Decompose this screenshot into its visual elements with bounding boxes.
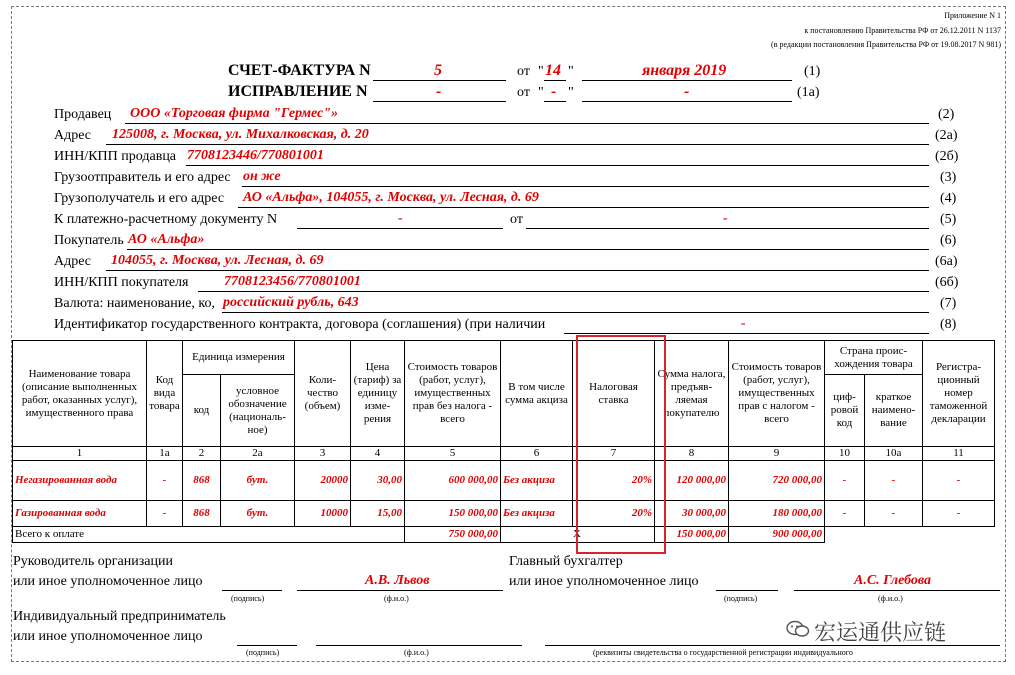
buyer-address-value: 104055, г. Москва, ул. Лесная, д. 69 bbox=[111, 253, 324, 268]
correction-code: (1а) bbox=[797, 85, 820, 100]
seller-inn-label: ИНН/КПП продавца bbox=[54, 149, 177, 164]
wechat-icon bbox=[786, 620, 810, 638]
row-country-code: - bbox=[825, 461, 865, 501]
accountant-sign-caption: (подпись) bbox=[724, 594, 758, 603]
head-line1: Руководитель организации bbox=[13, 554, 173, 569]
from-label: от bbox=[517, 64, 530, 79]
col-number: 5 bbox=[405, 447, 501, 461]
row-unit-code: 868 bbox=[183, 501, 221, 527]
accountant-line1: Главный бухгалтер bbox=[509, 554, 623, 569]
th-country-code: циф-ровой код bbox=[825, 375, 865, 447]
row-cost-with-tax: 180 000,00 bbox=[729, 501, 825, 527]
accountant-line2: или иное уполномоченное лицо bbox=[509, 574, 699, 589]
th-country-name: краткое наимено-вание bbox=[865, 375, 923, 447]
row-kind: - bbox=[147, 501, 183, 527]
col-number: 1 bbox=[13, 447, 147, 461]
payment-doc-value: - bbox=[398, 211, 403, 226]
row-country-name: - bbox=[865, 501, 923, 527]
total-row bbox=[13, 527, 995, 543]
head-sign-caption: (подпись) bbox=[231, 594, 265, 603]
seller-address-label: Адрес bbox=[54, 128, 92, 143]
watermark-text: 宏运通供应链 bbox=[814, 621, 947, 646]
buyer-address-code: (6а) bbox=[935, 254, 958, 269]
payment-doc-date: - bbox=[723, 211, 728, 226]
appendix-line2: к постановлению Правительства РФ от 26.12.2011 N 1137 bbox=[804, 26, 1001, 35]
th-cost-with-tax: Стоимость товаров (работ, услуг), имущественных прав с налогом - всего bbox=[729, 341, 825, 447]
row-tax-rate: 20% bbox=[573, 501, 655, 527]
row-unit-name: бут. bbox=[221, 501, 295, 527]
contract-id-code: (8) bbox=[940, 317, 957, 332]
col-number: 10а bbox=[865, 447, 923, 461]
th-unit-group: Единица измерения bbox=[183, 341, 295, 375]
entrepreneur-name-caption: (ф.и.о.) bbox=[404, 648, 429, 657]
appendix-line1: Приложение N 1 bbox=[944, 11, 1001, 20]
th-price: Цена (тариф) за единицу изме-рения bbox=[351, 341, 405, 447]
row-unit-code: 868 bbox=[183, 461, 221, 501]
th-qty: Коли-чество (объем) bbox=[295, 341, 351, 447]
col-number: 1а bbox=[147, 447, 183, 461]
total-cost-with-tax: 900 000,00 bbox=[729, 527, 825, 543]
accountant-name-caption: (ф.и.о.) bbox=[878, 594, 903, 603]
entrepreneur-line2: или иное уполномоченное лицо bbox=[13, 629, 203, 644]
row-cost-with-tax: 720 000,00 bbox=[729, 461, 825, 501]
col-number: 2 bbox=[183, 447, 221, 461]
correction-number: - bbox=[436, 83, 442, 100]
seller-code: (2) bbox=[938, 107, 955, 122]
quote-open: " bbox=[538, 64, 544, 79]
row-country-name: - bbox=[865, 461, 923, 501]
currency-code: (7) bbox=[940, 296, 957, 311]
head-line2: или иное уполномоченное лицо bbox=[13, 574, 203, 589]
col-number: 9 bbox=[729, 447, 825, 461]
buyer-inn-label: ИНН/КПП покупателя bbox=[54, 275, 189, 290]
th-name: Наименование товара (описание выполненных работ, оказанных услуг), имущественного права bbox=[13, 341, 147, 447]
th-tax-sum: Сумма налога, предъяв-ляемая покупателю bbox=[655, 341, 729, 447]
th-tax-rate: Налоговая ставка bbox=[573, 341, 655, 447]
row-tax-rate: 20% bbox=[573, 461, 655, 501]
col-number: 8 bbox=[655, 447, 729, 461]
shipper-label: Грузоотправитель и его адрес bbox=[54, 170, 231, 185]
total-excise-x: X bbox=[573, 528, 581, 540]
row-kind: - bbox=[147, 461, 183, 501]
total-empty bbox=[825, 527, 995, 543]
total-cost-no-tax: 750 000,00 bbox=[405, 527, 501, 543]
row-tax-sum: 30 000,00 bbox=[655, 501, 729, 527]
seller-address-value: 125008, г. Москва, ул. Михалковская, д. 20 bbox=[112, 127, 369, 142]
payment-doc-from-label: от bbox=[510, 212, 523, 227]
quote-open-2: " bbox=[538, 85, 544, 100]
invoice-code: (1) bbox=[804, 64, 821, 79]
quote-close-2: " bbox=[568, 85, 574, 100]
contract-id-line bbox=[564, 317, 929, 334]
th-cost-no-tax: Стоимость товаров (работ, услуг), имущественных прав без налога - всего bbox=[405, 341, 501, 447]
th-unit-code: код bbox=[183, 375, 221, 447]
seller-inn-code: (2б) bbox=[935, 149, 959, 164]
th-customs: Регистра-ционный номер таможенной декларации bbox=[923, 341, 995, 447]
row-qty: 20000 bbox=[295, 461, 351, 501]
row-customs: - bbox=[923, 501, 995, 527]
col-number: 7 bbox=[573, 447, 655, 461]
row-unit-name: бут. bbox=[221, 461, 295, 501]
correction-day: - bbox=[551, 83, 557, 100]
row-customs: - bbox=[923, 461, 995, 501]
invoice-number: 5 bbox=[434, 62, 442, 79]
accountant-sign-line bbox=[716, 574, 778, 591]
table-row bbox=[13, 461, 995, 501]
shipper-line bbox=[242, 170, 929, 187]
row-qty: 10000 bbox=[295, 501, 351, 527]
invoice-day: 14 bbox=[545, 62, 561, 79]
entrepreneur-requisites-caption: (реквизиты свидетельства о государственной регистрации индивидуального bbox=[593, 648, 853, 657]
head-sign-line bbox=[222, 574, 282, 591]
row-country-code: - bbox=[825, 501, 865, 527]
payment-doc-code: (5) bbox=[940, 212, 957, 227]
buyer-inn-value: 7708123456/770801001 bbox=[224, 274, 361, 289]
quote-close: " bbox=[568, 64, 574, 79]
entrepreneur-sign-line bbox=[237, 629, 297, 646]
th-excise: В том числе сумма акциза bbox=[501, 341, 573, 447]
col-number: 11 bbox=[923, 447, 995, 461]
shipper-code: (3) bbox=[940, 170, 957, 185]
col-number: 3 bbox=[295, 447, 351, 461]
shipper-value: он же bbox=[243, 169, 281, 184]
buyer-address-label: Адрес bbox=[54, 254, 92, 269]
correction-from-label: от bbox=[517, 85, 530, 100]
row-tax-sum: 120 000,00 bbox=[655, 461, 729, 501]
col-number: 6 bbox=[501, 447, 573, 461]
th-kind-code: Код вида товара bbox=[147, 341, 183, 447]
col-number: 4 bbox=[351, 447, 405, 461]
appendix-line3: (в редакции постановления Правительства РФ от 19.08.2017 N 981) bbox=[771, 40, 1001, 49]
seller-value: ООО «Торговая фирма "Гермес"» bbox=[130, 106, 339, 121]
payment-doc-label: К платежно-расчетному документу N bbox=[54, 212, 278, 227]
th-country-group: Страна проис-хождения товара bbox=[825, 341, 923, 375]
seller-address-code: (2а) bbox=[935, 128, 958, 143]
currency-label: Валюта: наименование, ко, bbox=[54, 296, 216, 311]
table-row bbox=[13, 501, 995, 527]
row-cost-no-tax: 600 000,00 bbox=[405, 461, 501, 501]
tax-rate-highlight bbox=[576, 335, 666, 554]
contract-id-value: - bbox=[741, 316, 746, 331]
total-label: Всего к оплате bbox=[13, 527, 405, 543]
head-name-caption: (ф.и.о.) bbox=[384, 594, 409, 603]
row-excise: Без акциза bbox=[501, 501, 573, 527]
row-cost-no-tax: 150 000,00 bbox=[405, 501, 501, 527]
goods-table bbox=[12, 340, 995, 543]
row-excise: Без акциза bbox=[501, 461, 573, 501]
th-unit-name: условное обозначение (националь-ное) bbox=[221, 375, 295, 447]
correction-label: ИСПРАВЛЕНИЕ N bbox=[228, 83, 368, 100]
buyer-code: (6) bbox=[940, 233, 957, 248]
consignee-value: АО «Альфа», 104055, г. Москва, ул. Лесная, д. 69 bbox=[243, 190, 539, 205]
buyer-label: Покупатель bbox=[54, 233, 124, 248]
correction-date: - bbox=[684, 83, 690, 100]
total-tax-sum: 150 000,00 bbox=[655, 527, 729, 543]
row-price: 30,00 bbox=[351, 461, 405, 501]
consignee-label: Грузополучатель и его адрес bbox=[54, 191, 225, 206]
consignee-code: (4) bbox=[940, 191, 957, 206]
seller-inn-value: 7708123446/770801001 bbox=[187, 148, 324, 163]
col-number: 10 bbox=[825, 447, 865, 461]
entrepreneur-line1: Индивидуальный предприниматель bbox=[13, 609, 226, 624]
row-price: 15,00 bbox=[351, 501, 405, 527]
accountant-name: А.С. Глебова bbox=[854, 573, 932, 588]
buyer-line bbox=[127, 233, 929, 250]
currency-value: российский рубль, 643 bbox=[223, 295, 359, 310]
head-name: А.В. Львов bbox=[365, 573, 430, 588]
buyer-value: АО «Альфа» bbox=[128, 232, 205, 247]
contract-id-label: Идентификатор государственного контракта, договора (соглашения) (при наличии bbox=[54, 317, 546, 332]
row-name: Газированная вода bbox=[13, 501, 147, 527]
entrepreneur-name-line bbox=[316, 629, 522, 646]
invoice-month-year: января 2019 bbox=[642, 62, 727, 79]
invoice-label: СЧЕТ-ФАКТУРА N bbox=[228, 62, 371, 79]
row-name: Негазированная вода bbox=[13, 461, 147, 501]
seller-label: Продавец bbox=[54, 107, 112, 122]
col-number-row bbox=[13, 447, 995, 461]
col-number: 2а bbox=[221, 447, 295, 461]
entrepreneur-sign-caption: (подпись) bbox=[246, 648, 280, 657]
buyer-inn-code: (6б) bbox=[935, 275, 959, 290]
